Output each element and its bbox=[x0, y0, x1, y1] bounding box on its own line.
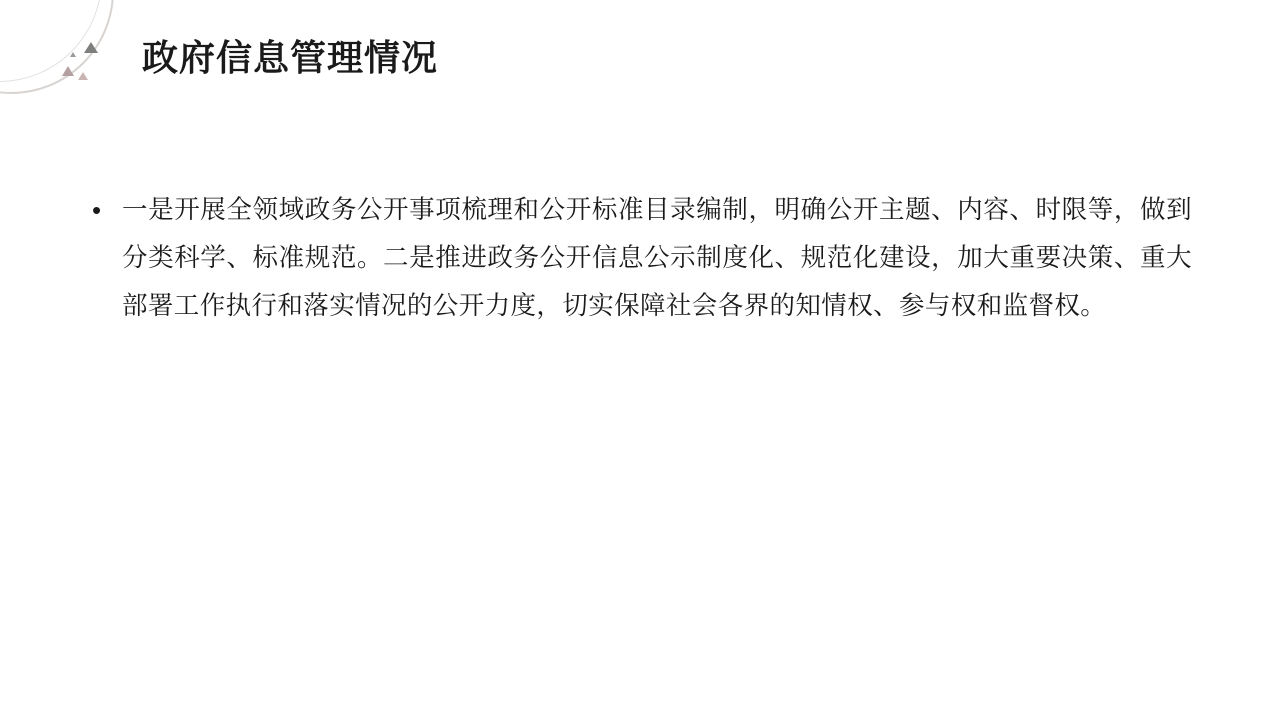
page-title: 政府信息管理情况 bbox=[142, 37, 439, 78]
arc-outer-icon bbox=[0, 0, 114, 94]
slide-body bbox=[92, 186, 1192, 330]
triangle-icon-rose bbox=[62, 66, 74, 76]
bullet-marker-icon: • bbox=[92, 195, 102, 225]
bullet-text: 一是开展全领域政务公开事项梳理和公开标准目录编制，明确公开主题、内容、时限等，做到分类科学、标准规范。二是推进政务公开信息公示制度化、规范化建设，加大重要决策、重大部署工作执行和落实情况的公开力度，切实保障社会各界的知情权、参与权和监督权。 bbox=[122, 196, 1192, 320]
arc-inner-icon bbox=[0, 0, 102, 82]
triangle-icon-gray-large bbox=[84, 42, 98, 53]
triangle-icon-rose-light bbox=[78, 72, 88, 80]
triangle-icon-gray-small bbox=[70, 52, 76, 57]
list-item bbox=[92, 186, 1192, 330]
